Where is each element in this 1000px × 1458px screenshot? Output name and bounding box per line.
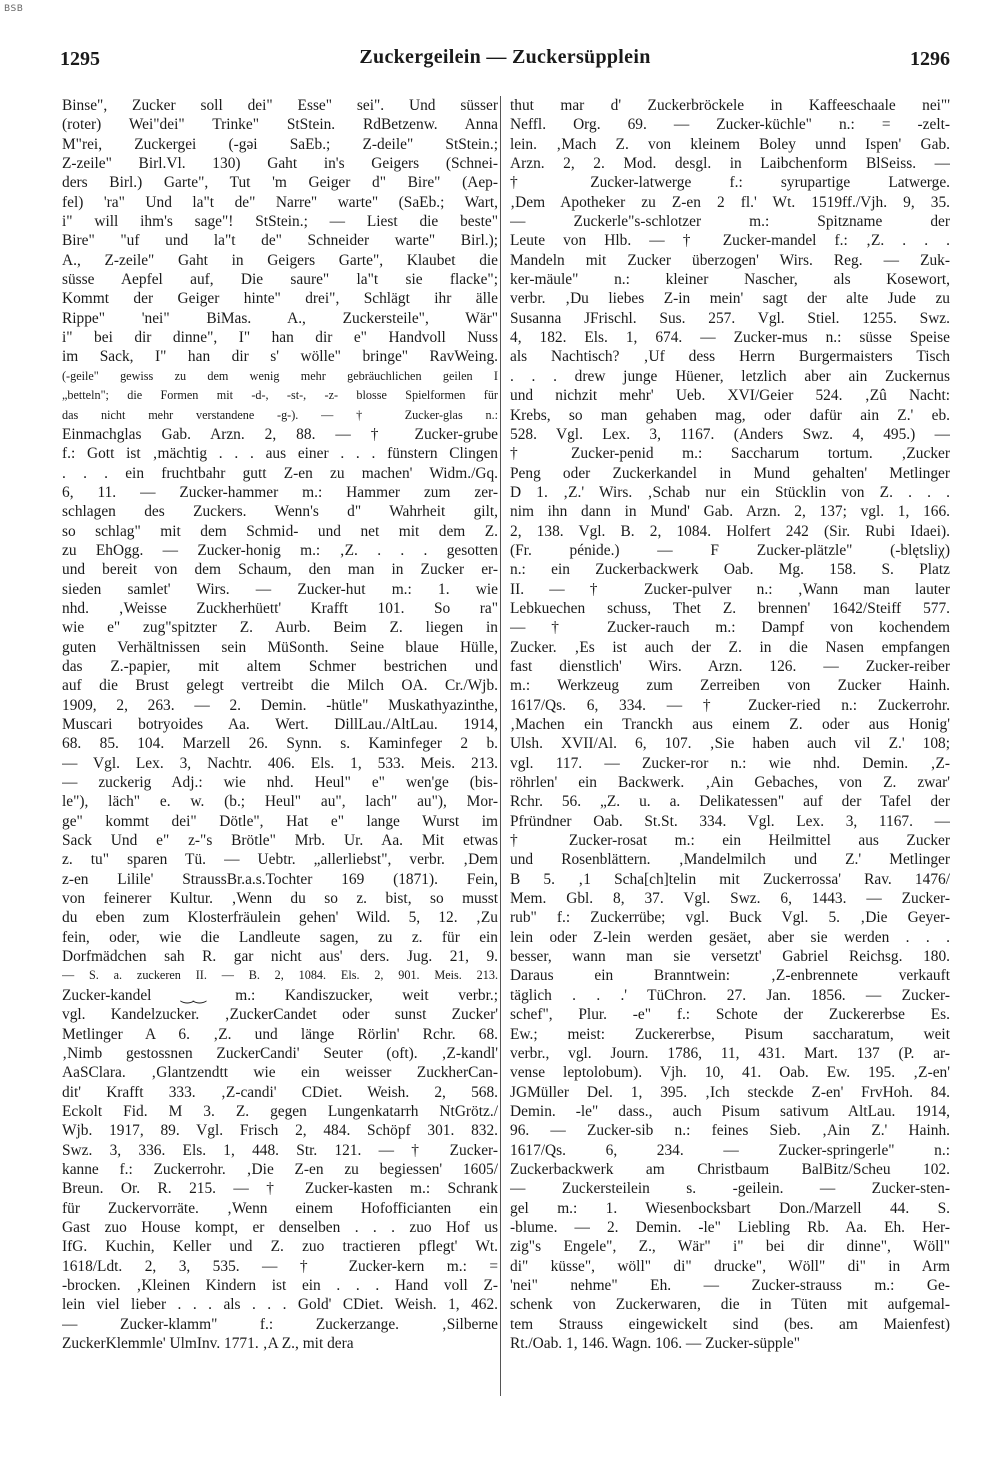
text-line: vgl. 117. — Zucker-ror n.: wie nhd. Demin. ‚Z- (510, 754, 950, 772)
text-line: 1617/Qs. 6, 334. — † Zucker-ried n.: Zuckerrohr. (510, 696, 950, 714)
text-line: und nichzit mehr' Ueb. XVI/Geier 524. ‚Zû Nacht: (510, 387, 950, 405)
text-line: † Zucker-penid m.: Saccharum tortum. ‚Zucker (510, 445, 950, 463)
text-line: 1617/Qs. 6, 234. — Zucker-springerle" n.: (510, 1141, 950, 1159)
text-line: du eben zum Klosterfräulein gehen' Wild. 5, 12. ‚Zu (62, 909, 498, 927)
text-line: lein oder Z-lein werden gesäet, aber sie werden . . . (510, 928, 950, 946)
text-line: † Zucker-rosat m.: ein Heilmittel aus Zucker (510, 832, 950, 850)
text-line: IfG. Kuchin, Keller und Z. zuo tractieren pflegt' Wt. (62, 1238, 498, 1256)
text-line: AaSClara. ‚Glantzendtt wie ein weisser ZuckherCan- (62, 1064, 498, 1082)
text-line: Sack Und e" z-"s Brötle" Mrb. Ur. Aa. Mit etwas (62, 832, 498, 850)
text-line: Krebs, so man gehaben mag, oder dafür ain Z.' eb. (510, 406, 950, 424)
text-line: Zucker-kandel ‿‿ m.: Kandiszucker, weit verbr.; (62, 986, 498, 1004)
text-line: auf die Brust gelegt vertreibt die Milch OA. Cr./Wjb. (62, 677, 498, 695)
text-line: für Zuckervorräte. ‚Wenn einem Hofofficianten ein (62, 1199, 498, 1217)
text-line: — Zucker-klamm" f.: Zuckerzange. ‚Silberne (62, 1315, 498, 1333)
text-line: D 1. ‚Z.' Wirs. ‚Schab nur ein Stücklin von Z. . . . (510, 483, 950, 501)
text-line: Binse", Zucker soll dei" Esse" sei". Und süsser (62, 97, 498, 114)
text-line: dit' Krafft 333. ‚Z-candi' CDiet. Weish. 2, 568. (62, 1083, 498, 1101)
text-line: z. tu" sparen Tü. — Uebtr. „allerliebst", verbr. ‚Dem (62, 851, 498, 869)
page-number-right: 1296 (910, 48, 950, 70)
text-line: 6, 11. — Zucker-hammer m.: Hammer zum zer- (62, 483, 498, 501)
text-line: Bire" "uf und la"t de" Schneider warte" Birl.); (62, 232, 498, 250)
library-marker: BSB (4, 4, 24, 14)
text-line: — Vgl. Lex. 3, Nachtr. 406. Els. 1, 533. Meis. 213. (62, 754, 498, 772)
text-line: di" küsse", wöll" di" drucke", Wöll" di" in Arm (510, 1257, 950, 1275)
text-line: . . . ein fruchtbahr gutt Z-en zu machen' Widm./Gq. (62, 464, 498, 482)
text-line: im Sack, I" han dir s' wölle" bringe" RavWeing. (62, 348, 498, 366)
text-line: — Zuckerle"s-schlotzer m.: Spitzname der (510, 213, 950, 231)
text-line: Lebkuechen schuss, Thet Z. brennen' 1642/Steiff 577. (510, 599, 950, 617)
text-line: schenk von Zuckerwaren, die in Tüten mit aufgemal- (510, 1296, 950, 1314)
text-line: rub" f.: Zuckerrübe; vgl. Buck Vgl. 5. ‚Die Geyer- (510, 909, 950, 927)
text-line: 1909, 2, 263. — 2. Demin. -hütle" Muskathyazinthe, (62, 696, 498, 714)
text-line: Kommt der Geiger hinte" drei", Schlägt ihr älle (62, 290, 498, 308)
left-column (62, 96, 498, 1353)
text-line: kanne f.: Zuckerrohr. ‚Die Z-en zu begiessen' 1605/ (62, 1160, 498, 1178)
text-line: guten Verhältnissen sein MüSonth. Seine blaue Hülle, (62, 638, 498, 656)
text-line: Gast zuo House kompt, er denselben . . . zuo Hof us (62, 1218, 498, 1236)
text-line: fast dienstlich' Wirs. Arzn. 126. — Zucker-reiber (510, 657, 950, 675)
text-line: schef", Plur. -e" f.: Schote der Zuckererbse Es. (510, 1006, 950, 1024)
text-line: zig"s Engele", Z., Wär" i" bei dir dinne", Wöll" (510, 1238, 950, 1256)
text-line: röhrlen' ein Backwerk. ‚Ain Gebaches, von Z. zwar' (510, 774, 950, 792)
text-line: Rchr. 56. „Z. u. a. Delikatessen" auf der Tafel der (510, 793, 950, 811)
text-line: Daraus ein Branntwein: ‚Z-enbrennete verkauft (510, 967, 950, 985)
text-line: lein. ‚Mach Z. von kleinem Boley unnd Ispen' Gab. (510, 135, 950, 153)
text-line: vense leptolobum). Vjh. 10, 41. Oab. Ew. 195. ‚Z-en' (510, 1064, 950, 1082)
text-line: Muscari botryoides Aa. Wert. DillLau./AltLau. 1914, (62, 716, 498, 733)
text-line: — † Zucker-rauch m.: Dampf von kochendem (510, 619, 950, 637)
text-line: 4, 182. Els. 1, 674. — Zucker-mus n.: süsse Speise (510, 329, 950, 347)
text-line: als Nachtisch? ‚Uf dess Herrn Burgermaisters Tisch (510, 348, 950, 366)
text-line: † Zucker-latwerge f.: syrupartige Latwerge. (510, 174, 950, 192)
text-line: z-en Lilile' StraussBr.a.s.Tochter 169 (1871). Fein, (62, 870, 498, 888)
text-line: Pfründner Oab. St.St. 334. Vgl. Lex. 3, 1167. — (510, 812, 950, 830)
text-line: Breun. Or. R. 215. — † Zucker-kasten m.: Schrank (62, 1180, 498, 1198)
text-line: i" will ihm's sage"! StStein.; — Liest die beste" (62, 213, 498, 231)
text-line: le"), läch" e. w. (b.; Heul" au", lach" au"), Mor- (62, 793, 498, 811)
text-line: Swz. 3, 336. Els. 1, 448. Str. 121. — † Zucker- (62, 1141, 498, 1159)
text-line: 96. — Zucker-sib n.: feines Sieb. ‚Ain Z.' Hainh. (510, 1122, 950, 1140)
text-line: Susanna JFrischl. Sus. 257. Vgl. Stiel. 1255. Swz. (510, 309, 950, 327)
text-line: ge" kommt dei" Dötle", Hat e" lange Wurst im (62, 812, 498, 830)
text-line: Zuckerbackwerk am Christbaum BalBitz/Scheu 102. (510, 1160, 950, 1178)
text-line: tem Strauss eingewickelt sind (bes. am Maienfest) (510, 1315, 950, 1333)
text-line: zu EhOgg. — Zucker-honig m.: ‚Z. . . . gesotten (62, 541, 498, 559)
text-line: ‚Dem Apotheker zu Z-en 2 fl.' Wt. 1519ff./Vjh. 9, 35. (510, 193, 950, 211)
text-line: so schlag" mit dem Schmid- und net mit dem Z. (62, 522, 498, 540)
text-line: m.: Werkzeug zum Zerreiben von Zucker Hainh. (510, 677, 950, 695)
text-line: Mem. Gbl. 8, 37. Vgl. Swz. 6, 1443. — Zucker- (510, 890, 950, 908)
text-line: nhd. ‚Weisse Zuckherhüett' Krafft 101. So ra" (62, 599, 498, 617)
text-line: II. — † Zucker-pulver n.: ‚Wann man lauter (510, 580, 950, 598)
text-line: Zucker. ‚Es ist auch der Z. in die Nasen empfangen (510, 638, 950, 656)
text-line: täglich . . .' TüChron. 27. Jan. 1856. — Zucker- (510, 986, 950, 1004)
text-line: gel m.: 1. Wiesenbocksbart Don./Marzell 44. S. (510, 1199, 950, 1217)
text-line: vgl. Kandelzucker. ‚ZuckerCandet oder sunst Zucker' (62, 1006, 498, 1024)
text-line: (-geile" gewiss zu dem wenig mehr gebräuchlichen geilen I (62, 368, 498, 383)
text-line: „betteln"; die Formen mit -d-, -st-, -z- blosse Spielformen für (62, 388, 498, 403)
right-column (510, 96, 950, 1353)
text-line: verbr., vgl. Journ. 1786, 11, 431. Mart. 137 (P. ar- (510, 1044, 950, 1062)
text-line: von feinerer Kultur. ‚Wenn du so z. bist, so musst (62, 890, 498, 908)
text-line: ker-mäule" n.: kleiner Nascher, als Kosewort, (510, 271, 950, 289)
text-line: und bereit von dem Schaum, den man in Zucker er- (62, 561, 498, 579)
text-line: Arzn. 2, 2. Mod. desgl. in Laibchenform BlSeiss. — (510, 155, 950, 173)
text-line: Rt./Oab. 1, 146. Wagn. 106. — Zucker-süpple" (510, 1335, 800, 1352)
text-line: Ew.; meist: Zuckererbse, Pisum saccharatum, weit (510, 1025, 950, 1043)
text-line: Dorfmädchen sah R. gar nicht aus' ders. Jug. 21, 9. (62, 948, 498, 966)
text-line: 1618/Ldt. 2, 3, 535. — † Zucker-kern m.: = (62, 1257, 498, 1275)
text-line: fel) 'ra" Und la"t de" Narre" warte" (SaEb.; Wart, (62, 193, 498, 211)
text-line: wie e" zug"spitzter Z. Aurb. Beim Z. liegen in (62, 619, 498, 637)
text-line: 'nei" nehme" Eh. — Zucker-strauss m.: Ge- (510, 1276, 950, 1294)
text-line: . . . drew junge Hüener, letzlich aber ain Zuckernus (510, 367, 950, 385)
text-line: -blume. — 2. Demin. -le" Liebling Rb. Aa. Eh. Her- (510, 1218, 950, 1236)
text-line: Leute von Hlb. — † Zucker-mandel f.: ‚Z. . . . (510, 232, 950, 250)
text-line: Z-zeile" Birl.Vl. 130) Gaht in's Geigers (Schnei- (62, 155, 498, 173)
text-line: Peng oder Zuckerkandel in Mund gehalten' Metlinger (510, 464, 950, 482)
text-line: M"rei, Zuckergei (-gəi SaEb.; Z-deile" StStein.; (62, 135, 498, 153)
text-line: 2, 138. Vgl. B. 2, 1084. Holfert 242 (Sir. Rubi Idaei). (510, 522, 950, 540)
page-header (60, 44, 950, 74)
text-line: und Rosenblättern. ‚Mandelmilch und Z.' Metlinger (510, 851, 950, 869)
text-line: Einmachglas Gab. Arzn. 2, 88. — † Zucker-grube (62, 425, 498, 443)
text-line: Mandeln mit Zucker überzogen' Wirs. Reg. — Zuk- (510, 251, 950, 269)
text-line: Eckolt Fid. M 3. Z. gegen Lungenkatarrh NtGrötz./ (62, 1102, 498, 1120)
text-line: 68. 85. 104. Marzell 26. Synn. s. Kaminfeger 2 b. (62, 735, 498, 753)
text-line: verbr. ‚Du liebes Z-in mein' sagt der alte Jude zu (510, 290, 950, 308)
text-line: lein viel lieber . . . als . . . Gold' CDiet. Weish. 1, 462. (62, 1296, 498, 1314)
text-line: — S. a. zuckeren II. — B. 2, 1084. Els. 2, 901. Meis. 213. (62, 968, 498, 983)
text-line: fein, oder, wie die Landleute sagen, zu z. für ein (62, 928, 498, 946)
text-line: das Z.-papier, mit altem Schmer bestrichen und (62, 657, 498, 675)
text-line: (Fr. pénide.) — F Zucker-plätzle" (-blętsliχ) (510, 541, 950, 559)
text-line: JGMüller Del. 1, 395. ‚Ich steckde Z-en' FrvHoh. 84. (510, 1083, 950, 1101)
text-line: Neffl. Org. 69. — Zucker-küchle" n.: = -zelt- (510, 116, 950, 134)
text-line: ders Birl.) Garte", Tut 'm Geiger d" Bire" (Aep- (62, 174, 498, 192)
text-line: A., Z-zeile" Gaht in Geigers Garte", Klaubet die (62, 251, 498, 269)
text-line: sieden samlet' Wirs. — Zucker-hut m.: 1. wie (62, 580, 498, 598)
text-line: i" bei dir dinne", I" han dir e" Handvoll Nuss (62, 329, 498, 347)
text-line: ‚Machen ein Tranckh aus einem Z. oder aus Honig' (510, 716, 950, 733)
text-line: Rippe" 'nei" BiMas. A., Zuckersteile", Wär" (62, 309, 498, 327)
text-line: ZuckerKlemmle' UlmInv. 1771. ‚A Z., mit dera (62, 1335, 354, 1352)
text-line: -brocken. ‚Kleinen Kindern ist ein . . . Hand voll Z- (62, 1276, 498, 1294)
text-line: f.: Gott ist ‚mächtig . . . aus einer . . . fünstern Clingen (62, 445, 498, 463)
text-line: Metlinger A 6. ‚Z. und länge Rörlin' Rchr. 68. (62, 1025, 498, 1043)
text-line: nim ihn dann in Mund' Gab. Arzn. 2, 137; vgl. 1, 166. (510, 503, 950, 521)
text-line: schlagen des Zuckers. Wenn's d" Wahrheit gilt, (62, 503, 498, 521)
text-line: n.: ein Zuckerbackwerk Oab. Mg. 158. S. Platz (510, 561, 950, 579)
text-line: B 5. ‚1 Scha[ch]telin mit Zuckerrossa' Rav. 1476/ (510, 870, 950, 888)
text-line: Wjb. 1917, 89. Vgl. Frisch 2, 484. Schöpf 301. 832. (62, 1122, 498, 1140)
text-line: besser, wann man sie versetzt' Gabriel Reichsg. 180. (510, 948, 950, 966)
text-line: das nicht mehr verstandene -g-). — † Zucker-glas n.: (62, 407, 498, 422)
page-number-left: 1295 (60, 48, 100, 70)
running-head: Zuckergeilein — Zuckersüpplein (359, 46, 651, 68)
text-line: 528. Vgl. Lex. 3, 1167. (Anders Swz. 4, 495.) — (510, 425, 950, 443)
text-line: ‚Nimb gestossnen ZuckerCandi' Seuter (oft). ‚Z-kandl' (62, 1044, 498, 1062)
text-line: Ulsh. XVII/Al. 6, 107. ‚Sie haben auch vil Z.' 108; (510, 735, 950, 753)
text-line: thut mar d' Zuckerbröckele in Kaffeeschaale nei"' (510, 97, 950, 114)
text-line: Demin. -le" dass., auch Pisum sativum AltLau. 1914, (510, 1102, 950, 1120)
text-line: süsse Aepfel auf, Die saure" la"t sie flacke"; (62, 271, 498, 289)
text-line: — zuckerig Adj.: wie nhd. Heul" e" wen'ge (bis- (62, 774, 498, 792)
text-line: — Zuckersteilein s. -geilein. — Zucker-sten- (510, 1180, 950, 1198)
column-divider (500, 96, 501, 1396)
text-line: (roter) Wei"dei" Trinke" StStein. RdBetzenw. Anna (62, 116, 498, 134)
